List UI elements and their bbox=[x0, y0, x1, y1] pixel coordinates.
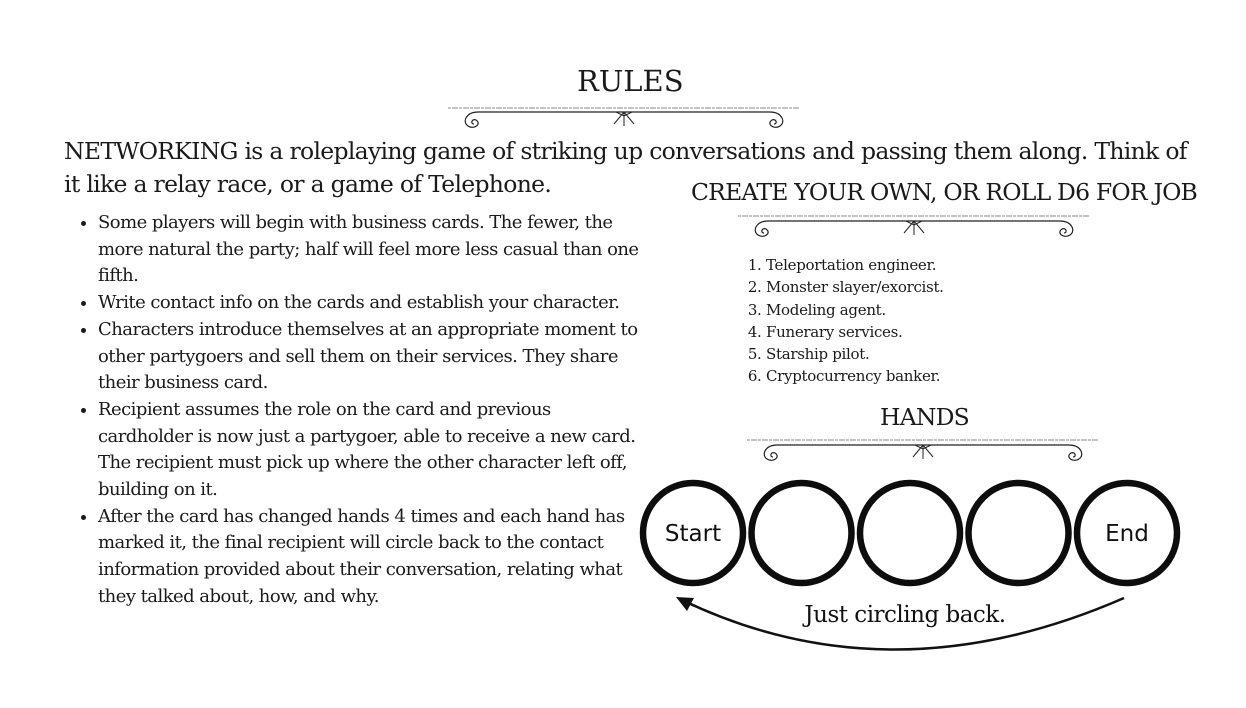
job-list bbox=[746, 254, 944, 388]
rules-heading: RULES bbox=[577, 64, 684, 98]
jobs-flourish bbox=[738, 210, 1090, 246]
hands-caption: Just circling back. bbox=[804, 602, 1006, 628]
rules-flourish bbox=[448, 100, 800, 136]
job-item: 2. Monster slayer/exorcist. bbox=[766, 276, 944, 298]
hand-circle bbox=[969, 483, 1069, 583]
job-item: 1. Teleportation engineer. bbox=[766, 254, 944, 276]
rule-item: • Some players will begin with business cards. The fewer, the more natural the party; half will feel more less casual than one fifth. bbox=[98, 210, 648, 290]
hand-circle bbox=[752, 483, 852, 583]
hands-diagram bbox=[630, 470, 1200, 660]
rule-item: • After the card has changed hands 4 times and each hand has marked it, the final recipient will circle back to the contact information provided about their conversation, relating what they talked about, how, and why. bbox=[98, 504, 648, 611]
rule-item: • Characters introduce themselves at an appropriate moment to other partygoers and sell them on their services. They share their business card. bbox=[98, 317, 648, 397]
hand-circle-label: End bbox=[1105, 521, 1149, 547]
hand-circle-label: Start bbox=[664, 521, 722, 547]
rule-item: • Write contact info on the cards and establish your character. bbox=[98, 290, 648, 317]
job-item: 5. Starship pilot. bbox=[766, 343, 944, 365]
intro-paragraph: NETWORKING is a roleplaying game of striking up conversations and passing them along. Think of it like a relay race, or a game of Telephone. bbox=[64, 137, 1187, 198]
rule-item: • Recipient assumes the role on the card and previous cardholder is now just a partygoer, able to receive a new card. The recipient must pick up where the other character left off, building on it. bbox=[98, 397, 648, 504]
job-item: 6. Cryptocurrency banker. bbox=[766, 365, 944, 387]
job-item: 4. Funerary services. bbox=[766, 321, 944, 343]
job-item: 3. Modeling agent. bbox=[766, 299, 944, 321]
hands-flourish bbox=[747, 434, 1099, 470]
rules-list bbox=[78, 210, 648, 611]
hand-circle bbox=[860, 483, 960, 583]
hands-heading: HANDS bbox=[880, 403, 969, 431]
jobs-heading: CREATE YOUR OWN, OR ROLL D6 FOR JOB bbox=[691, 178, 1198, 206]
